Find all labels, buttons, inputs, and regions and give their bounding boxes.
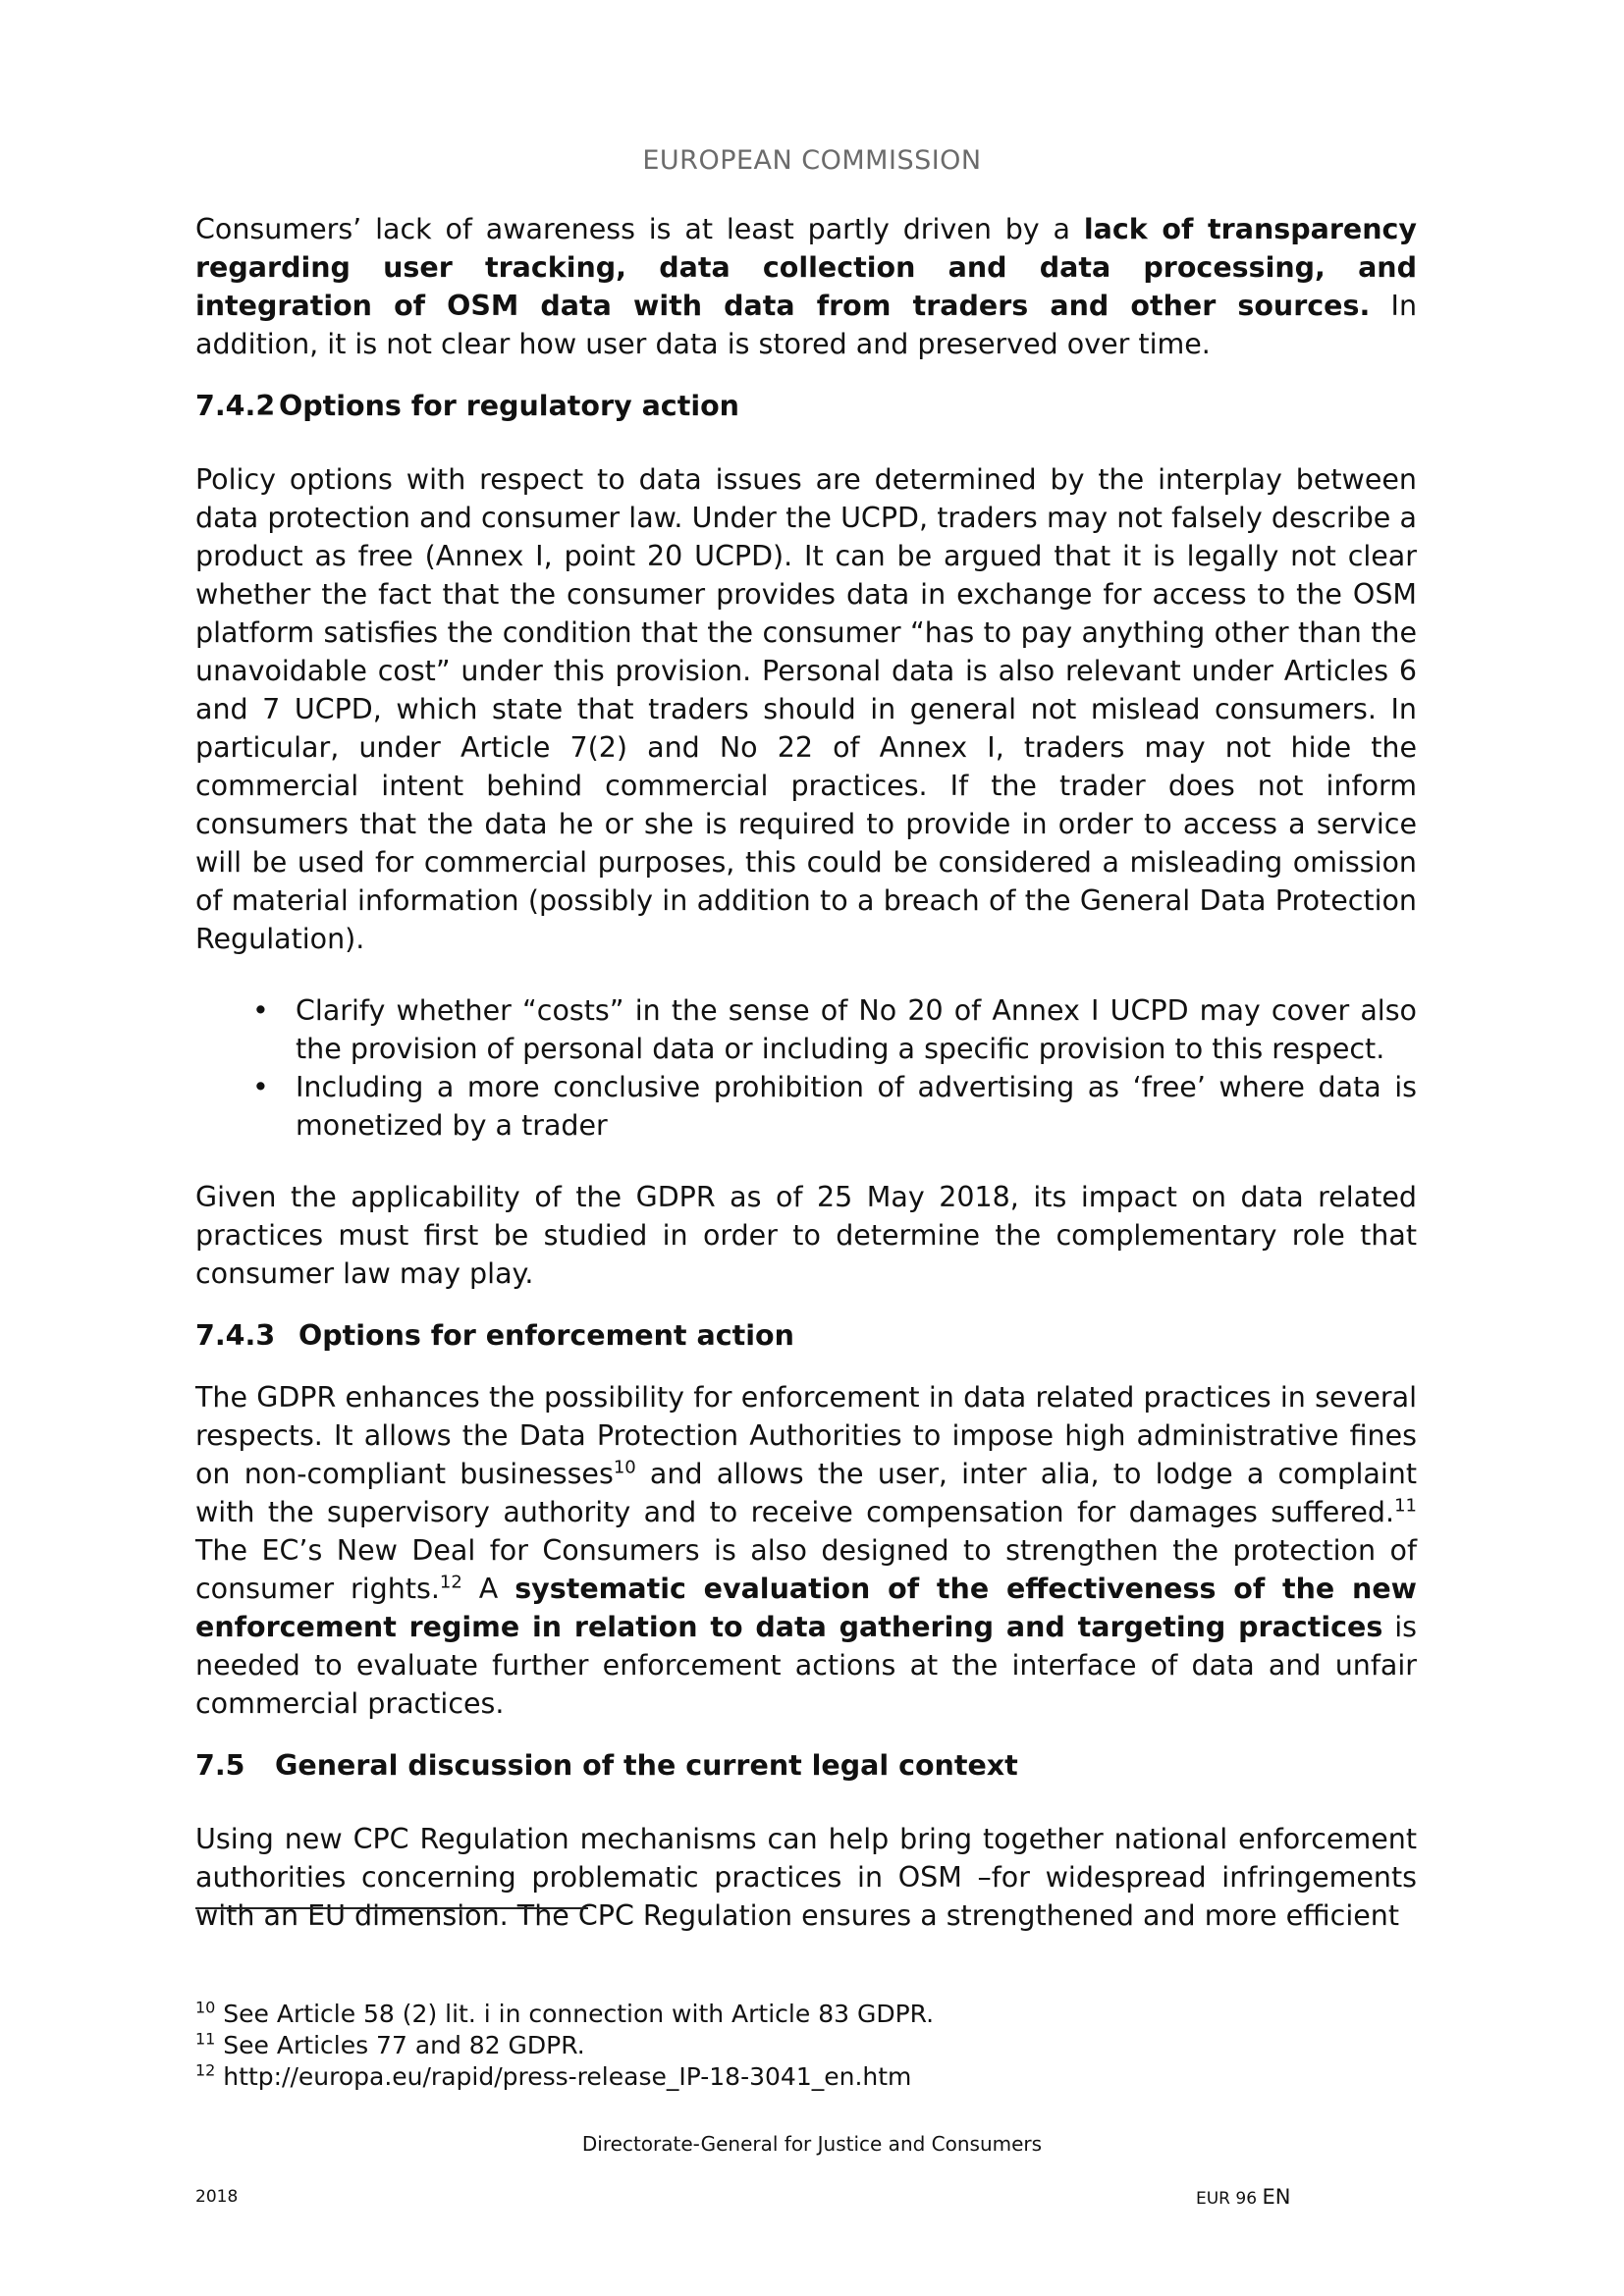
text-run: A <box>461 1573 515 1605</box>
footnotes <box>195 1999 1417 2093</box>
footer-year: 2018 <box>195 2187 239 2207</box>
text-run: Consumers’ lack of awareness is at least partly driven by a <box>195 213 1084 245</box>
footnote-text: See Articles 77 and 82 GDPR. <box>215 2031 585 2059</box>
footnote-item <box>195 1999 1417 2030</box>
text-run: The EC’s New Deal for Consumers is also designed to strengthen the protection of consumer rights. <box>195 1534 1417 1605</box>
bold-run: systematic evaluation of the effectiveness of the new enforcement regime in relation to data gathering and targeting practices <box>195 1573 1417 1643</box>
footnote-number: 10 <box>195 1998 216 2017</box>
bullet-text: Clarify whether “costs” in the sense of No 20 of Annex I UCPD may cover also the provision of personal data or including a specific provision to this respect. <box>296 994 1417 1065</box>
heading-title: General discussion of the current legal context <box>275 1749 1018 1782</box>
heading-7-4-2 <box>195 387 1417 425</box>
footer-doc-code <box>1196 2185 1290 2209</box>
footnote-link[interactable]: http://europa.eu/rapid/press-release_IP-18-3041_en.htm <box>215 2062 912 2091</box>
bullet-item <box>195 1068 1417 1145</box>
bold-run: lack of transparency regarding user tracking, data collection and data processing, and integration of OSM data with data from traders and other sources. <box>195 213 1417 322</box>
paragraph-awareness <box>195 210 1417 363</box>
bullet-item <box>195 991 1417 1068</box>
bullet-marker: • <box>252 994 269 1027</box>
text-run: and allows the user, inter alia, to lodge a complaint with the supervisory authority and to receive compensation for damages suffered. <box>195 1458 1418 1528</box>
footnote-item[interactable] <box>195 2061 1417 2093</box>
page-header: EUROPEAN COMMISSION <box>642 145 982 176</box>
heading-title: Options for enforcement action <box>298 1319 794 1352</box>
text-run: In addition, it is not clear how user data is stored and preserved over time. <box>195 290 1418 360</box>
heading-title: Options for regulatory action <box>279 390 739 422</box>
heading-number: 7.5 <box>195 1749 245 1782</box>
paragraph-cpc-regulation: Using new CPC Regulation mechanisms can help bring together national enforcement authorities concerning problematic practices in OSM –for widespread infringements with an EU dimension. The CPC Regulation ensures a strengthened and more efficient <box>195 1823 1417 1932</box>
paragraph-policy-options: Policy options with respect to data issues are determined by the interplay between data protection and consumer law. Under the UCPD, traders may not falsely describe a product as free (Annex I, point 20 UCPD). It can be argued that it is legally not clear whether the fact that the consumer provides data in exchange for access to the OSM platform satisfies the condition that the consumer “has to pay anything other than the unavoidable cost” under this provision. Personal data is also relevant under Articles 6 and 7 UCPD, which state that traders should in general not mislead consumers. In particular, under Article 7(2) and No 22 of Annex I, traders may not hide the commercial intent behind commercial practices. If the trader does not inform consumers that the data he or she is required to provide in order to access a service will be used for commercial purposes, this could be considered a misleading omission of material information (possibly in addition to a breach of the General Data Protection Regulation). <box>195 463 1417 955</box>
doc-code: EUR 96 <box>1196 2189 1258 2209</box>
main-content <box>195 210 1417 1935</box>
footer-directorate: Directorate-General for Justice and Consumers <box>581 2132 1043 2156</box>
heading-number: 7.4.3 <box>195 1319 276 1352</box>
footnote-ref[interactable]: 12 <box>439 1572 462 1593</box>
paragraph-gdpr-applicability: Given the applicability of the GDPR as of 25 May 2018, its impact on data related practices must first be studied in order to determine the complementary role that consumer law may play. <box>195 1181 1417 1290</box>
heading-7-5 <box>195 1746 1417 1785</box>
heading-7-4-3 <box>195 1316 1417 1355</box>
text-run: The GDPR enhances the possibility for enforcement in data related practices in several respects. It allows the Data Protection Authorities to impose high administrative fines on non-compliant businesses <box>195 1381 1417 1490</box>
footnote-item <box>195 2030 1417 2061</box>
footnote-number: 11 <box>195 2029 216 2049</box>
doc-language: EN <box>1262 2185 1291 2209</box>
footnote-ref[interactable]: 11 <box>1394 1495 1417 1517</box>
bullet-text: Including a more conclusive prohibition of advertising as ‘free’ where data is monetized by a trader <box>296 1071 1417 1142</box>
footnote-separator <box>195 1907 588 1909</box>
footnote-text: See Article 58 (2) lit. i in connection with Article 83 GDPR. <box>215 2000 935 2028</box>
bullet-marker: • <box>252 1071 269 1103</box>
paragraph-gdpr-enforcement <box>195 1378 1417 1723</box>
text-run: is needed to evaluate further enforcement actions at the interface of data and unfair commercial practices. <box>195 1611 1417 1720</box>
footnote-ref[interactable]: 10 <box>613 1457 636 1478</box>
bullet-list <box>195 991 1417 1145</box>
footnote-number: 12 <box>195 2060 216 2080</box>
heading-number: 7.4.2 <box>195 390 276 422</box>
